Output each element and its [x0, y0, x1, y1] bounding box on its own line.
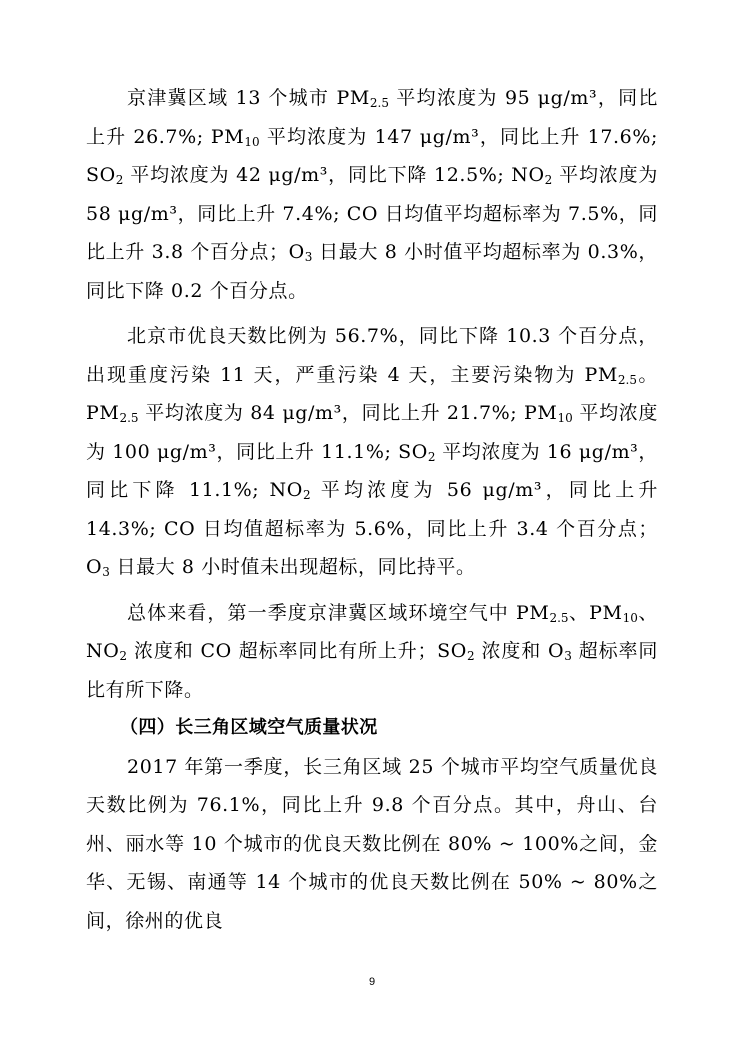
- text-run: 北京市优良天数比例为 56.7%，同比下降 10.3 个百分点，出现重度污染 11 天，严重污染 4 天，主要污染物为 PM: [86, 325, 658, 386]
- text-run: 浓度和 CO 超标率同比有所上升；SO: [127, 640, 467, 662]
- text-run: 总体来看，第一季度京津冀区域环境空气中 PM: [127, 601, 550, 624]
- text-run: 日最大 8 小时值平均超标率为 0.3%，同比下降 0.2 个百分点。: [86, 241, 658, 302]
- body-text: [86, 79, 658, 940]
- text-run: 京津冀区域 13 个城市 PM: [127, 87, 370, 109]
- subscript: 10: [244, 134, 260, 149]
- paragraph-yangtze-delta: 2017 年第一季度，长三角区域 25 个城市平均空气质量优良天数比例为 76.1%，同比上升 9.8 个百分点。其中，舟山、台州、丽水等 10 个城市的优良天数比例在 80% ~ 100%之间，金华、无锡、南通等 14 个城市的优良天数比例在 50% ~ 80%之间，徐州的优良: [86, 755, 658, 932]
- text-run: 平均浓度为 100 μg/m³，同比上升 11.1%; SO: [86, 402, 658, 463]
- text-run: 平均浓度为 56 μg/m³，同比上升 14.3%; CO 日均值超标率为 5.6%，同比上升 3.4 个百分点；O: [86, 479, 658, 578]
- text-run: 平均浓度为 95 μg/m³，同比上升 26.7%; PM: [86, 87, 658, 148]
- subscript: 2: [119, 649, 128, 663]
- subscript: 2: [115, 173, 124, 187]
- paragraph-jingjinji: [86, 79, 658, 310]
- subscript: 2.5: [549, 610, 569, 625]
- text-run: 超标率同比有所下降。: [86, 640, 659, 701]
- text-run: 平均浓度为 16 μg/m³，同比下降 11.1%; NO: [86, 440, 659, 501]
- subscript: 2.5: [617, 372, 637, 387]
- subscript: 2: [544, 173, 553, 187]
- subscript: 3: [304, 250, 313, 264]
- subscript: 10: [557, 411, 573, 425]
- subscript: 2: [466, 649, 475, 663]
- subscript: 2: [302, 488, 311, 502]
- subscript: 3: [102, 565, 110, 579]
- text-run: 平均浓度为 84 μg/m³，同比上升 21.7%; PM: [138, 402, 558, 424]
- paragraph-beijing: [86, 317, 658, 587]
- text-run: 平均浓度为 147 μg/m³，同比上升 17.6%; SO: [86, 125, 659, 186]
- section-heading: （四）长三角区域空气质量状况: [120, 717, 378, 738]
- paragraph-summary: [86, 594, 658, 710]
- text-run: 。PM: [86, 363, 658, 424]
- subscript: 2.5: [369, 96, 389, 110]
- page-number: 9: [368, 976, 376, 988]
- text-run: 平均浓度为 42 μg/m³，同比下降 12.5%; NO: [123, 164, 545, 186]
- text-run: 、PM: [568, 601, 623, 624]
- text-run: 日最大 8 小时值未出现超标，同比持平。: [109, 556, 476, 578]
- subscript: 2: [427, 449, 436, 464]
- subscript: 10: [622, 610, 638, 625]
- subscript: 3: [564, 649, 572, 663]
- text-run: 浓度和 O: [474, 640, 565, 662]
- subscript: 2.5: [119, 411, 139, 425]
- text-run: 平均浓度为 58 μg/m³，同比上升 7.4%; CO 日均值平均超标率为 7.5%，同比上升 3.8 个百分点；O: [86, 164, 658, 263]
- text-run: 、NO: [86, 601, 658, 662]
